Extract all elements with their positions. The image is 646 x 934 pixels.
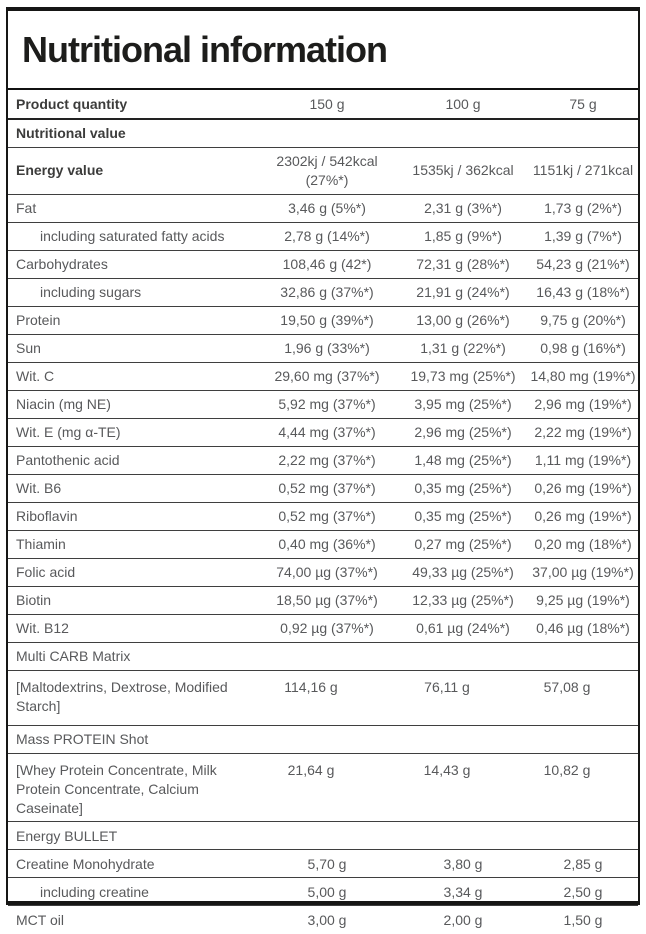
row-value-150g: 29,60 mg (37%*): [274, 367, 380, 384]
row-label: Energy BULLET: [16, 827, 118, 844]
row-label: [Maltodextrins, Dextrose, Modified Starch]: [16, 678, 228, 714]
row-label: Wit. B12: [16, 619, 69, 636]
row-value-75g: 0,20 mg (18%*): [534, 535, 632, 552]
table-row: [8, 419, 638, 447]
table-row: [8, 878, 638, 906]
table-row: [8, 251, 638, 279]
row-label: Energy value: [16, 162, 104, 179]
table-row: [8, 615, 638, 643]
row-label: Niacin (mg NE): [16, 395, 111, 412]
row-label: Wit. E (mg α-TE): [16, 423, 121, 440]
row-value-75g: 0,26 mg (19%*): [534, 507, 632, 524]
row-value-75g: 1,50 g: [563, 912, 603, 928]
row-value-150g: 2302kj / 542kcal (27%*): [276, 153, 378, 188]
row-label: including saturated fatty acids: [40, 227, 225, 244]
table-row: [8, 726, 638, 754]
quantity-header-row: [8, 90, 638, 120]
row-value-150g: 2,22 mg (37%*): [278, 451, 376, 468]
row-value-75g: 1,73 g (2%*): [544, 199, 622, 216]
row-value-100g: 3,95 mg (25%*): [414, 395, 512, 412]
row-label: Carbohydrates: [16, 255, 108, 272]
row-label: including creatine: [40, 883, 149, 900]
row-label: Wit. B6: [16, 479, 62, 496]
row-value-150g: 0,92 µg (37%*): [280, 619, 374, 636]
row-value-100g: 49,33 µg (25%*): [412, 563, 514, 580]
table-row: [8, 587, 638, 615]
row-value-75g: 9,25 µg (19%*): [536, 591, 630, 608]
table-row: [8, 643, 638, 671]
row-value-150g: 74,00 µg (37%*): [276, 563, 378, 580]
table-row: [8, 363, 638, 391]
row-value-150g: 3,46 g (5%*): [288, 199, 366, 216]
row-value-75g: 2,50 g: [563, 883, 603, 900]
row-value-75g: [528, 832, 638, 840]
row-value-100g: 19,73 mg (25%*): [410, 367, 516, 384]
row-value-100g: [398, 652, 528, 660]
row-label: Folic acid: [16, 563, 76, 580]
table-row: [8, 671, 638, 726]
table-row: [8, 447, 638, 475]
row-value-100g: 1,48 mg (25%*): [414, 451, 512, 468]
row-label: Pantothenic acid: [16, 451, 120, 468]
row-value-100g: 2,96 mg (25%*): [414, 423, 512, 440]
nutrition-table: [6, 7, 640, 928]
table-row: [8, 754, 638, 823]
row-value-100g: 1,85 g (9%*): [424, 227, 502, 244]
column-header-150g: 150 g: [309, 95, 345, 112]
table-row: [8, 148, 638, 195]
row-value-150g: [256, 652, 398, 660]
column-header-75g: 75 g: [569, 95, 597, 112]
row-value-100g: 0,61 µg (24%*): [416, 619, 510, 636]
row-value-150g: 5,00 g: [307, 883, 347, 900]
table-row: [8, 822, 638, 850]
row-label: Thiamin: [16, 535, 66, 552]
table-row: [8, 120, 638, 148]
table-row: [8, 391, 638, 419]
row-value-75g: 2,22 mg (19%*): [534, 423, 632, 440]
row-label: including sugars: [40, 283, 142, 300]
row-value-75g: 10,82 g: [543, 761, 591, 778]
table-row: [8, 335, 638, 363]
row-value-150g: 5,70 g: [307, 855, 347, 872]
row-label: Nutritional value: [16, 125, 126, 142]
row-value-150g: 1,96 g (33%*): [284, 339, 370, 356]
table-row: [8, 559, 638, 587]
row-value-100g: [398, 832, 528, 840]
row-value-150g: 21,64 g: [287, 761, 335, 778]
table-row: [8, 475, 638, 503]
row-label: Sun: [16, 339, 41, 356]
quantity-header-label: Product quantity: [16, 95, 128, 112]
row-value-100g: 14,43 g: [423, 761, 471, 778]
row-value-75g: 1151kj / 271kcal: [532, 162, 634, 179]
row-value-150g: [256, 130, 398, 138]
row-value-100g: 0,35 mg (25%*): [414, 479, 512, 496]
row-value-150g: 3,00 g: [307, 912, 347, 928]
row-value-100g: 12,33 µg (25%*): [412, 591, 514, 608]
row-value-75g: 16,43 g (18%*): [536, 283, 630, 300]
table-row: [8, 906, 638, 934]
row-value-75g: 57,08 g: [543, 678, 591, 695]
row-value-75g: 0,46 µg (18%*): [536, 619, 630, 636]
row-value-150g: 114,16 g: [284, 678, 338, 695]
row-value-150g: 19,50 g (39%*): [280, 311, 374, 328]
row-value-150g: [256, 735, 398, 743]
row-value-150g: 0,40 mg (36%*): [278, 535, 376, 552]
row-value-150g: 18,50 µg (37%*): [276, 591, 378, 608]
row-value-100g: 76,11 g: [424, 678, 470, 695]
row-value-100g: 3,80 g: [443, 855, 483, 872]
row-value-150g: 0,52 mg (37%*): [278, 479, 376, 496]
row-value-75g: 2,85 g: [563, 855, 603, 872]
row-value-75g: [528, 652, 638, 660]
table-row: [8, 279, 638, 307]
row-label: MCT oil: [16, 912, 64, 928]
table-row: [8, 850, 638, 878]
row-label: Protein: [16, 311, 61, 328]
row-value-75g: [528, 130, 638, 138]
row-label: Riboflavin: [16, 507, 78, 524]
row-label: [Whey Protein Concentrate, Milk Protein Concentrate, Calcium Caseinate]: [16, 761, 217, 816]
table-body: [8, 120, 638, 934]
row-value-150g: [256, 832, 398, 840]
row-label: Wit. C: [16, 367, 55, 384]
row-value-75g: 37,00 µg (19%*): [532, 563, 634, 580]
row-label: Multi CARB Matrix: [16, 647, 131, 664]
table-header: [8, 11, 638, 90]
row-value-100g: 2,00 g: [443, 912, 483, 928]
row-value-100g: [398, 735, 528, 743]
row-value-100g: 72,31 g (28%*): [416, 255, 510, 272]
row-value-100g: 0,27 mg (25%*): [414, 535, 512, 552]
row-value-75g: 9,75 g (20%*): [540, 311, 626, 328]
row-value-150g: 4,44 mg (37%*): [278, 423, 376, 440]
row-value-150g: 32,86 g (37%*): [280, 283, 374, 300]
table-row: [8, 531, 638, 559]
row-value-100g: 1,31 g (22%*): [420, 339, 506, 356]
row-value-75g: 54,23 g (21%*): [536, 255, 630, 272]
page-title: Nutritional information: [22, 28, 387, 70]
table-row: [8, 195, 638, 223]
row-value-100g: 3,34 g: [443, 883, 483, 900]
row-value-100g: 0,35 mg (25%*): [414, 507, 512, 524]
row-label: Mass PROTEIN Shot: [16, 730, 149, 747]
row-value-75g: 1,39 g (7%*): [544, 227, 622, 244]
row-value-75g: 0,26 mg (19%*): [534, 479, 632, 496]
row-label: Biotin: [16, 591, 52, 608]
row-value-75g: 2,96 mg (19%*): [534, 395, 632, 412]
row-value-150g: 0,52 mg (37%*): [278, 507, 376, 524]
table-row: [8, 503, 638, 531]
row-value-150g: 2,78 g (14%*): [284, 227, 370, 244]
row-value-150g: 108,46 g (42*): [282, 255, 372, 272]
row-label: Fat: [16, 199, 37, 216]
row-value-75g: 14,80 mg (19%*): [530, 367, 636, 384]
row-value-150g: 5,92 mg (37%*): [278, 395, 376, 412]
table-row: [8, 307, 638, 335]
row-value-75g: 1,11 mg (19%*): [534, 451, 632, 468]
row-value-100g: 1535kj / 362kcal: [412, 162, 514, 179]
row-value-75g: [528, 735, 638, 743]
row-value-100g: 21,91 g (24%*): [416, 283, 510, 300]
row-value-100g: 13,00 g (26%*): [416, 311, 510, 328]
column-header-100g: 100 g: [445, 95, 481, 112]
row-value-100g: [398, 130, 528, 138]
row-value-100g: 2,31 g (3%*): [424, 199, 502, 216]
table-row: [8, 223, 638, 251]
row-value-75g: 0,98 g (16%*): [540, 339, 626, 356]
row-label: Creatine Monohydrate: [16, 855, 155, 872]
